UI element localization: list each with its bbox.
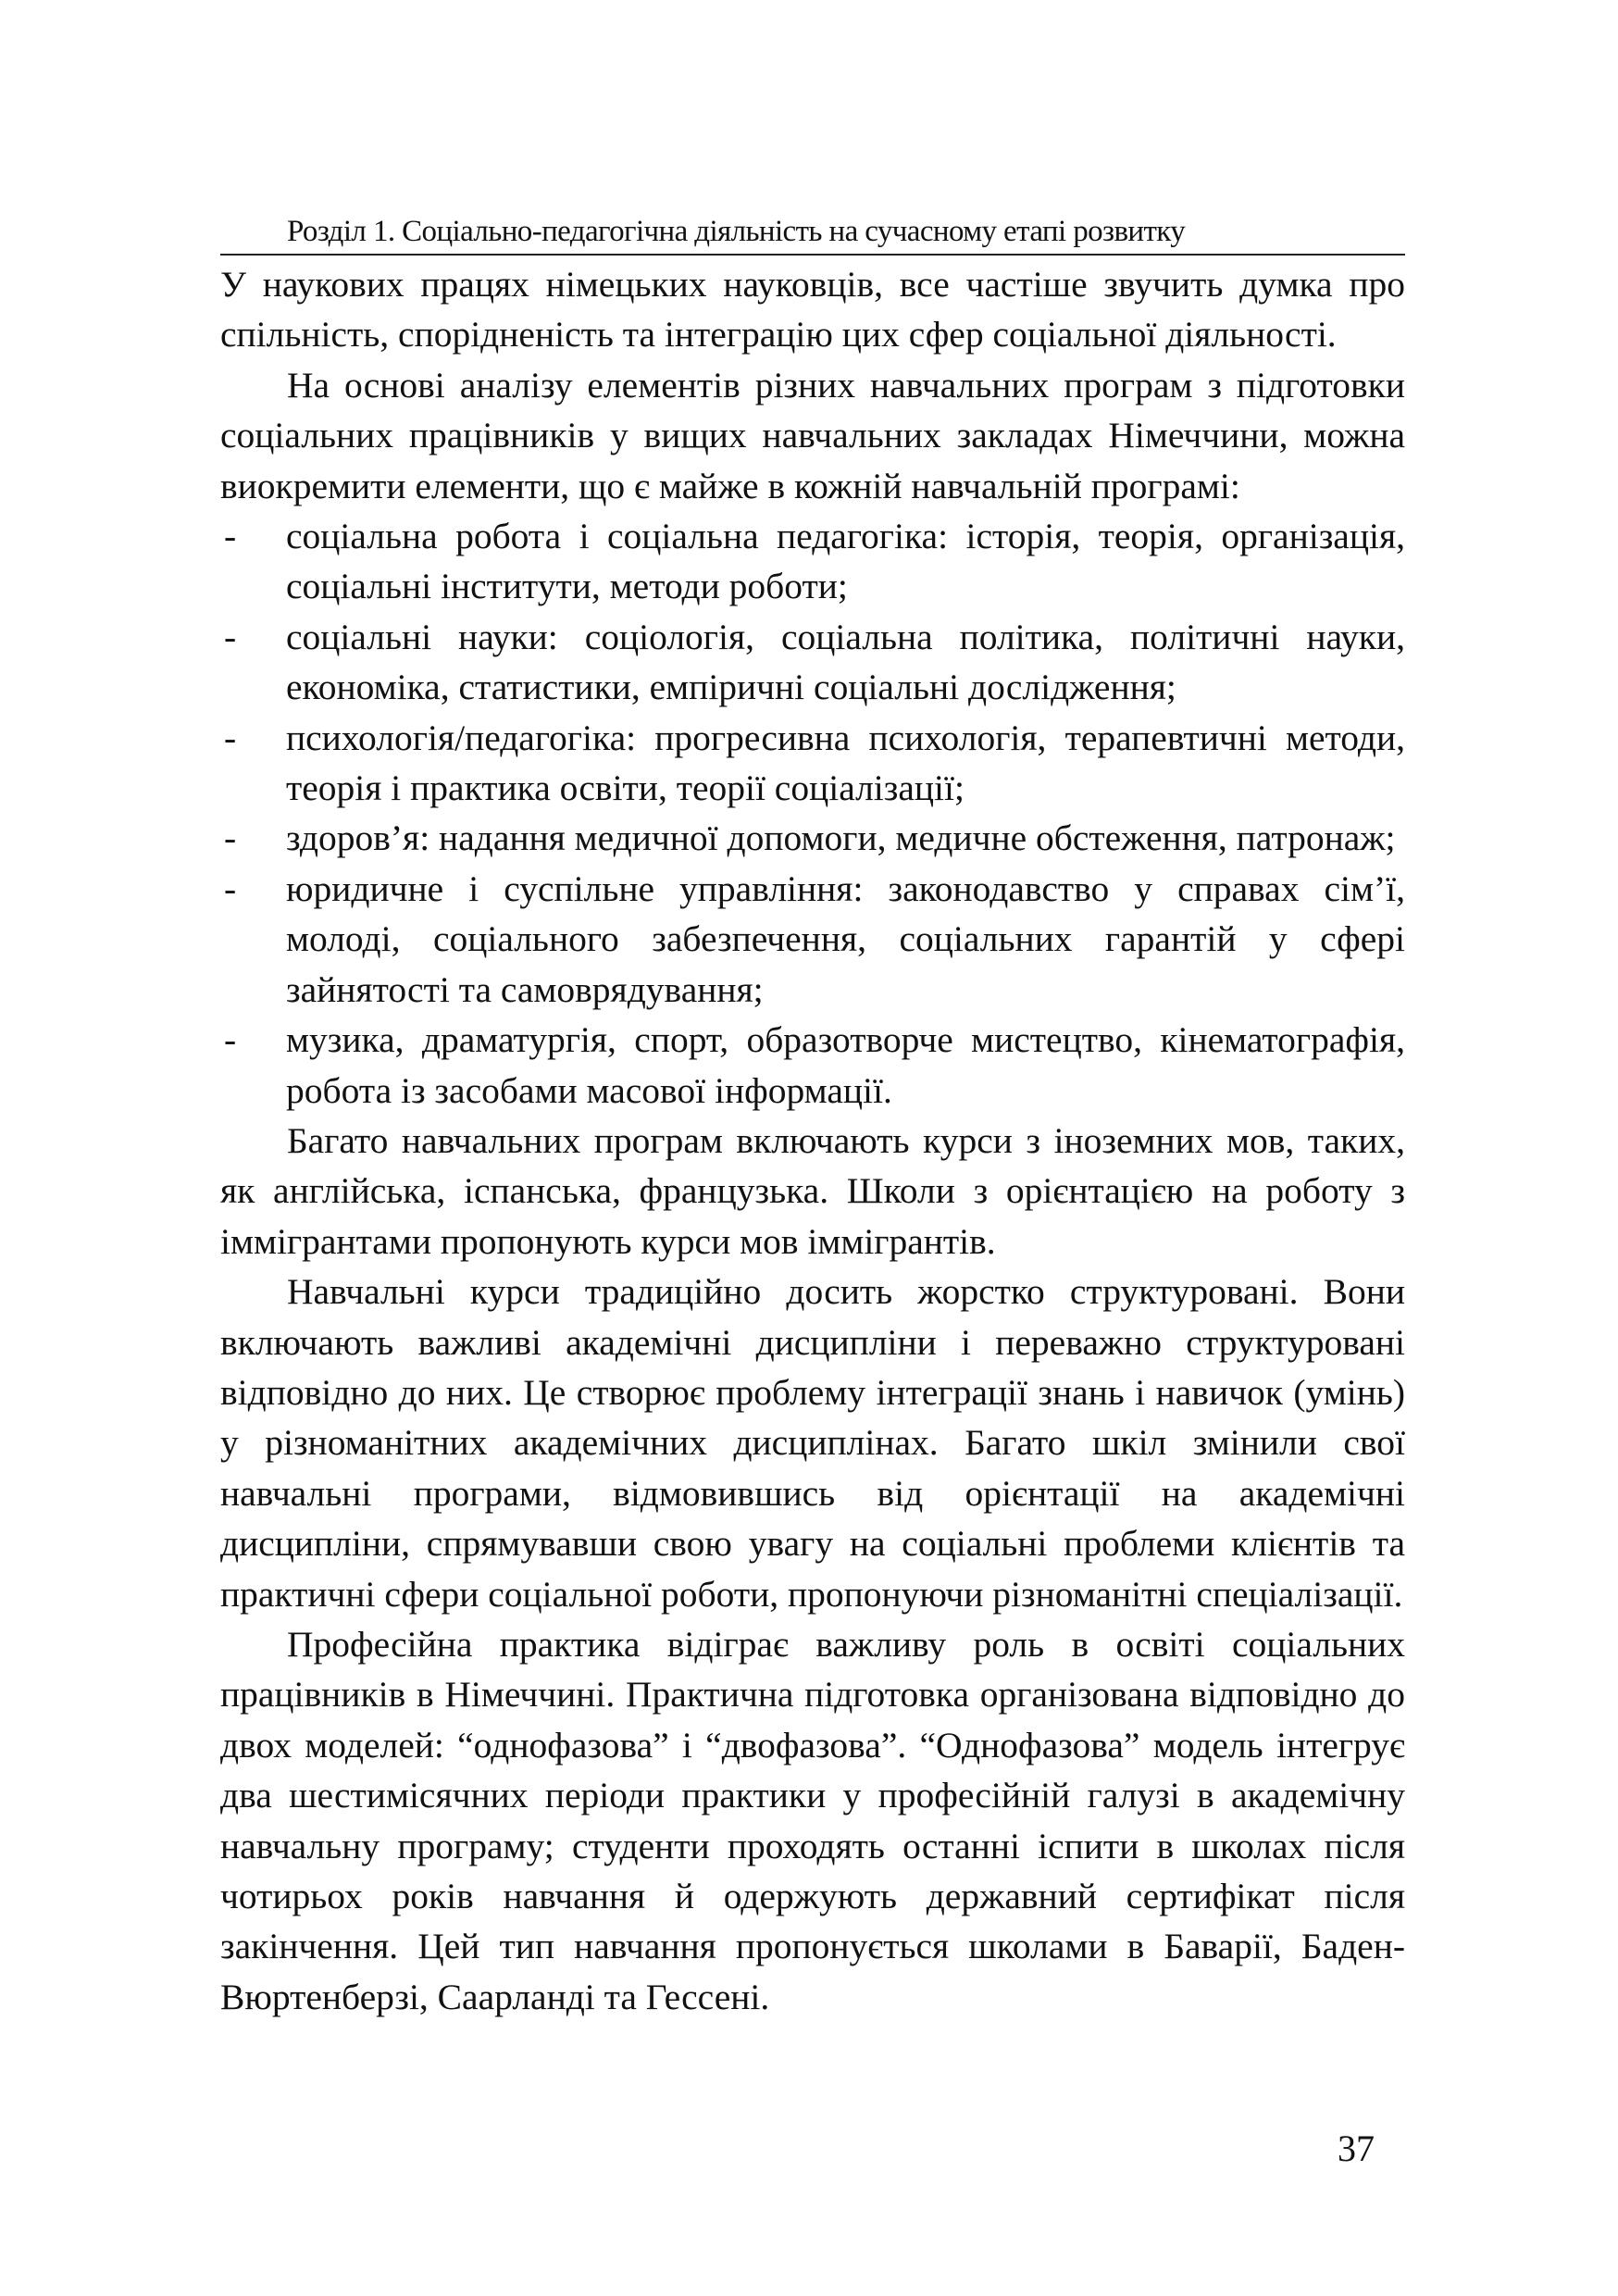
list-dash: - [224, 817, 237, 859]
list-item [220, 713, 1405, 814]
list-dash: - [224, 516, 237, 557]
list-item-text: соціальні науки: соціологія, соціальна політика, політичні науки, економіка, статистики, емпіричні соціальні дослідження; [286, 616, 1405, 708]
list-dash: - [224, 1019, 237, 1061]
professional-practice-paragraph: Професійна практика відіграє важливу роль в освіті соціальних працівників в Німеччині. Практична підготовка організована відповідно до двох моделей: “однофазова” і “двофазова”. “Однофазова” модель інтегрує два шестимісячних періоди практики у професійній галузі в академічну навчальну програму; студенти проходять останні іспити в школах після чотирьох років навчання й одержують державний сертифікат після закінчення. Цей тип навчання пропонується школами в Баварії, Баден-Вюртенберзі, Саарланді та Гессені. [220, 1623, 1405, 2017]
course-structure-paragraph: Навчальні курси традиційно досить жорстко структуровані. Вони включають важливі академічні дисципліни і переважно структуровані відповідно до них. Це створює проблему інтеграції знань і навичок (умінь) у різноманітних академічних дисциплінах. Багато шкіл змінили свої навчальні програми, відмовившись від орієнтації на академічні дисципліни, спрямувавши свою увагу на соціальні проблеми клієнтів та практичні сфери соціальної роботи, пропонуючи різноманітні спеціалізації. [220, 1271, 1405, 1615]
list-item [220, 612, 1405, 713]
list-item-text: психологія/педагогіка: прогресивна психологія, терапевтичні методи, теорія і практика освіти, теорії соціалізації; [286, 717, 1405, 809]
list-dash: - [224, 867, 237, 909]
intro-paragraph: У наукових працях німецьких науковців, все частіше звучить думка про спільність, спорідненість та інтеграцію цих сфер соціальної діяльності. [220, 264, 1405, 356]
list-dash: - [224, 616, 237, 657]
list-item [220, 813, 1405, 863]
page [220, 211, 1405, 2022]
list-item [220, 511, 1405, 612]
list-lead-in-paragraph: На основі аналізу елементів різних навчальних програм з підготовки соціальних працівників у вищих навчальних закладах Німеччини, можна виокремити елементи, що є майже в кожній навчальній програмі: [220, 364, 1405, 506]
list-item-text: здоров’я: надання медичної допомоги, медичне обстеження, патронаж; [286, 817, 1396, 859]
curriculum-elements-list [220, 511, 1405, 1116]
languages-paragraph: Багато навчальних програм включають курси з іноземних мов, таких, як англійська, іспанська, французька. Школи з орієнтацією на роботу з іммігрантами пропонують курси мов іммігрантів. [220, 1119, 1405, 1262]
list-item-text: музика, драматургія, спорт, образотворче мистецтво, кінематографія, робота із засобами масової інформації. [286, 1019, 1405, 1111]
running-header: Розділ 1. Соціально-педагогічна діяльність на сучасному етапі розвитку [220, 211, 1405, 256]
list-item [220, 1015, 1405, 1116]
page-number: 37 [1338, 2128, 1375, 2169]
body-text [220, 259, 1405, 2022]
list-item [220, 864, 1405, 1015]
list-item-text: соціальна робота і соціальна педагогіка: історія, теорія, організація, соціальні інститути, методи роботи; [286, 516, 1405, 607]
list-item-text: юридичне і суспільне управління: законодавство у справах сім’ї, молоді, соціального забезпечення, соціальних гарантій у сфері зайнятості та самоврядування; [286, 867, 1405, 1010]
list-dash: - [224, 717, 237, 758]
